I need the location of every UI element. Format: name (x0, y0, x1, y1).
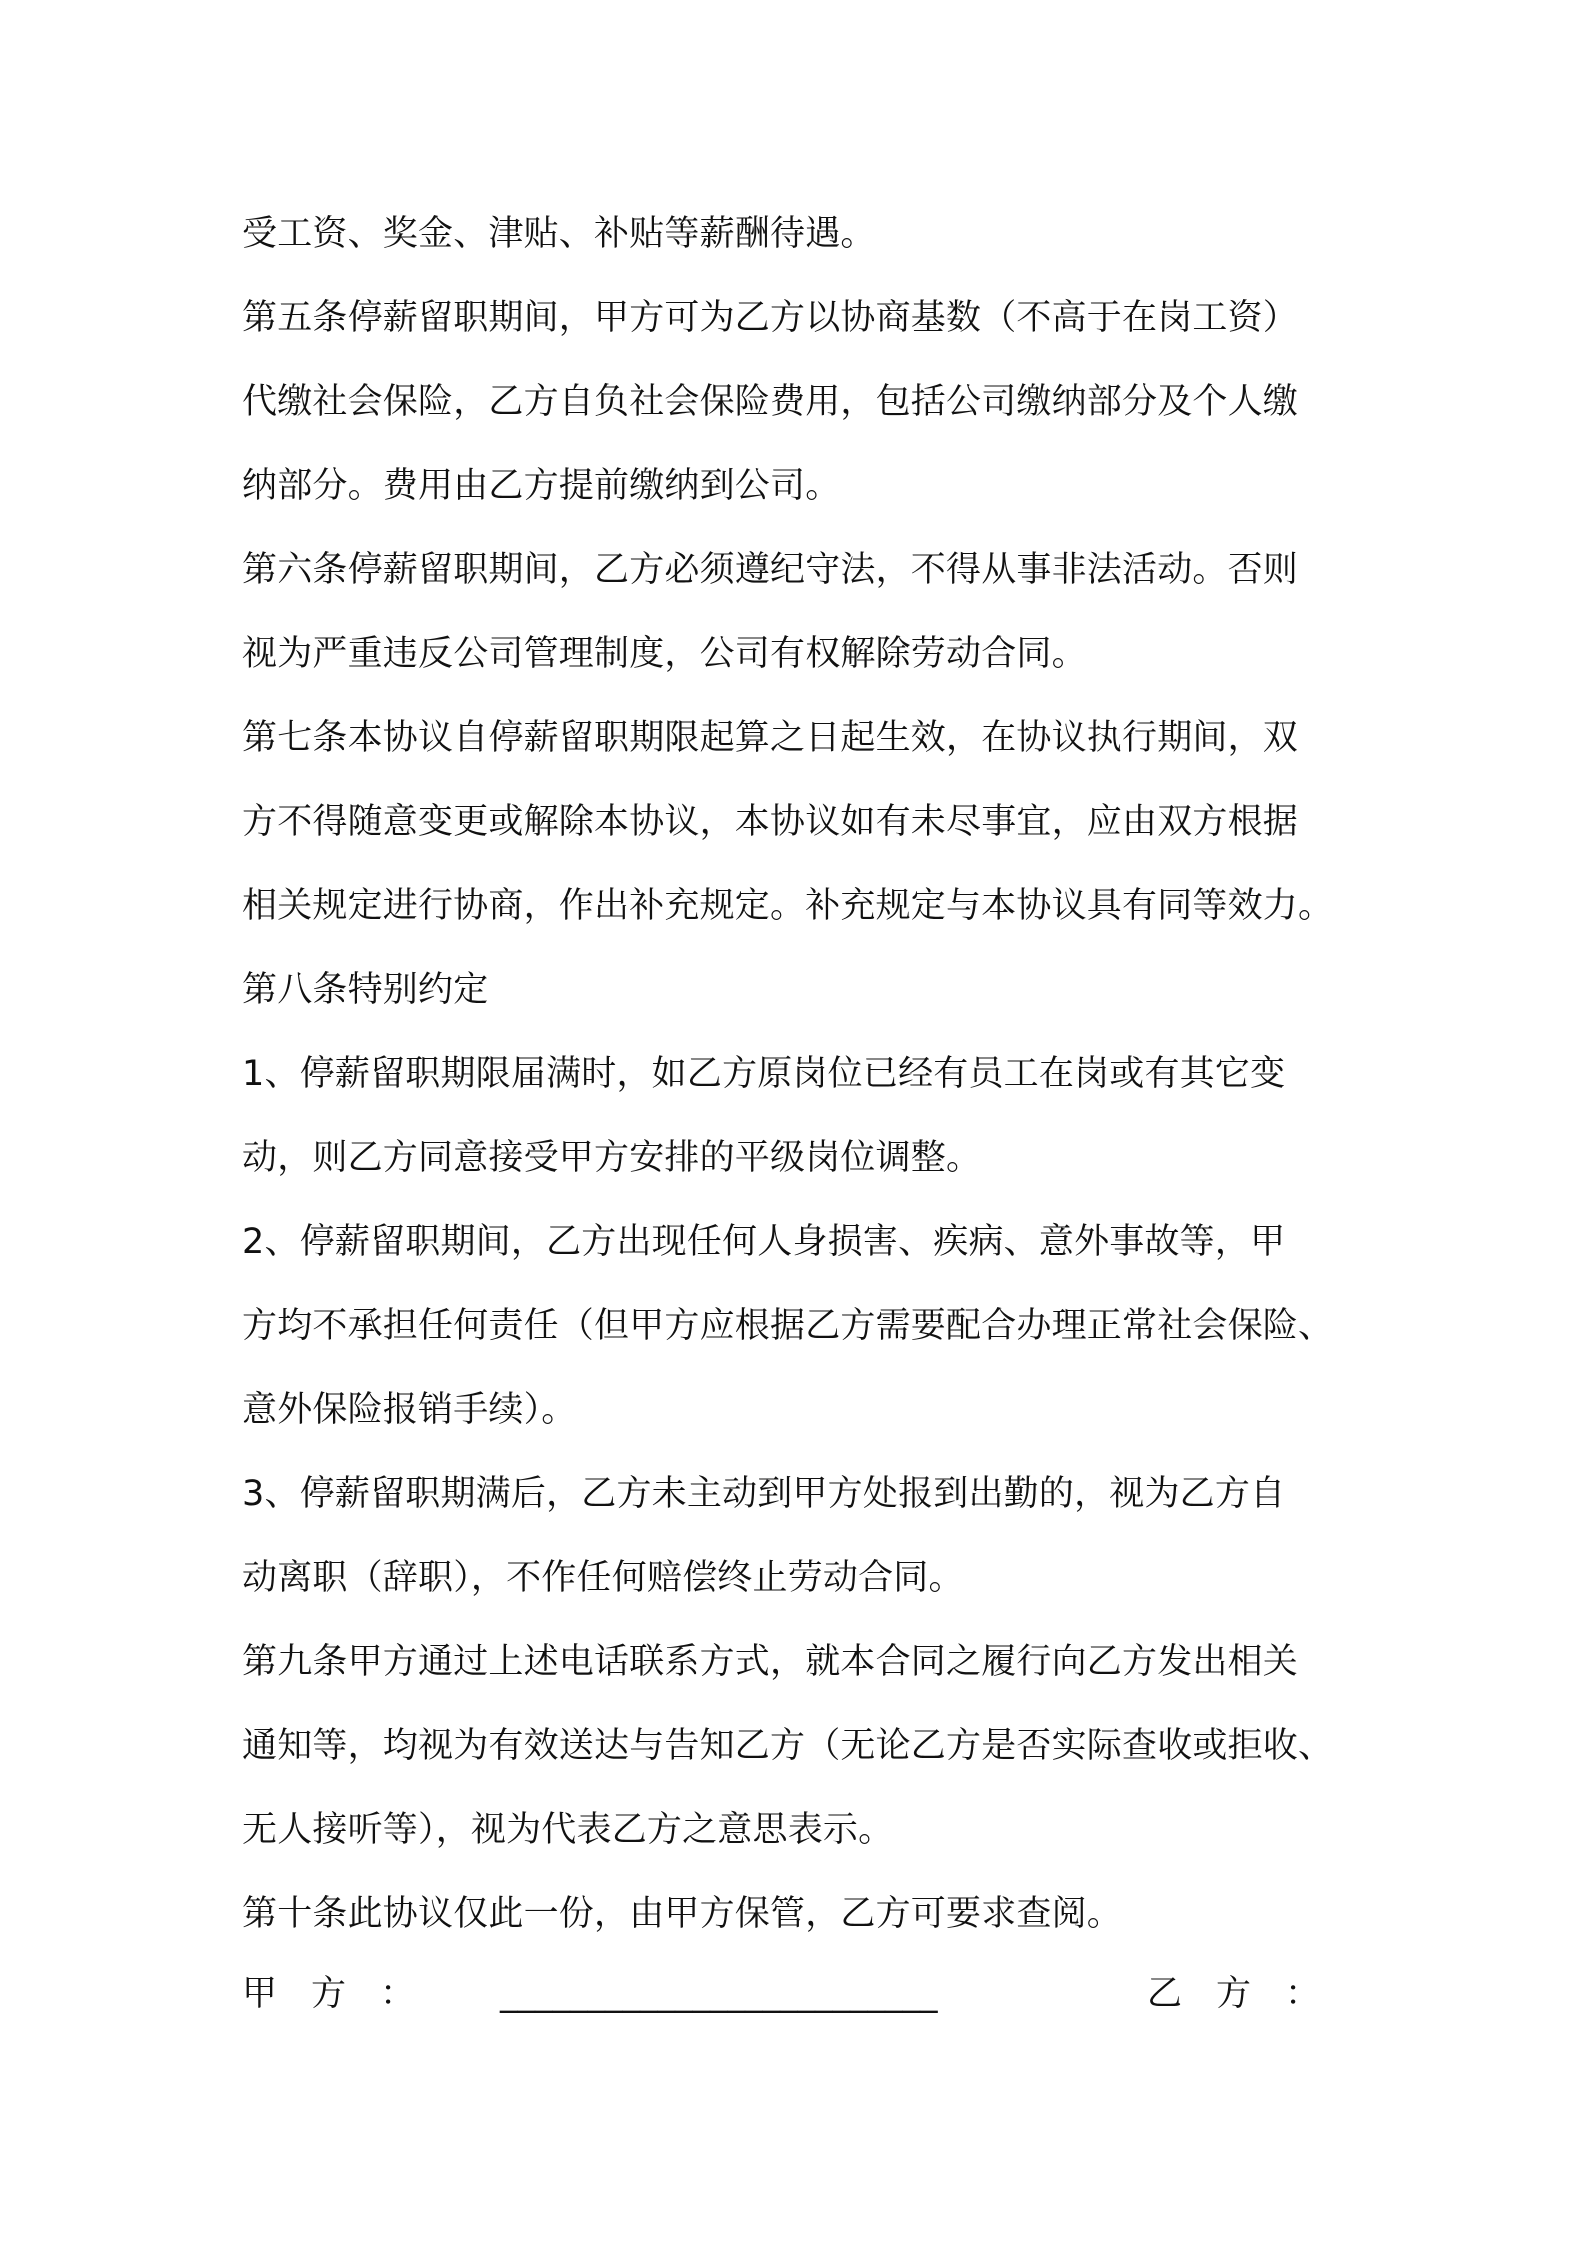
text-line: 3、停薪留职期满后，乙方未主动到甲方处报到出勤的，视为乙方自 (242, 1474, 1286, 1514)
text-line: 意外保险报销手续）。 (242, 1390, 577, 1430)
party-b-label: 乙方： (1147, 1974, 1355, 2014)
text-line: 受工资、奖金、津贴、补贴等薪酬待遇。 (242, 214, 876, 254)
text-line: 第七条本协议自停薪留职期限起算之日起生效，在协议执行期间，双 (242, 718, 1299, 758)
text-line: 动，则乙方同意接受甲方安排的平级岗位调整。 (242, 1138, 982, 1178)
text-line: 第九条甲方通过上述电话联系方式，就本合同之履行向乙方发出相关 (242, 1642, 1299, 1682)
text-line: 第十条此协议仅此一份，由甲方保管，乙方可要求查阅。 (242, 1894, 1123, 1934)
text-line: 2、停薪留职期间，乙方出现任何人身损害、疾病、意外事故等，甲 (242, 1222, 1286, 1262)
agreement-text (242, 192, 1367, 1956)
text-line: 第八条特别约定 (242, 970, 489, 1010)
text-line: 纳部分。费用由乙方提前缴纳到公司。 (242, 466, 841, 506)
text-line: 第五条停薪留职期间，甲方可为乙方以协商基数（不高于在岗工资） (242, 298, 1299, 338)
text-line: 通知等，均视为有效送达与告知乙方（无论乙方是否实际查收或拒收、 (242, 1726, 1334, 1766)
text-line: 无人接听等），视为代表乙方之意思表示。 (242, 1810, 894, 1850)
text-line: 方均不承担任何责任（但甲方应根据乙方需要配合办理正常社会保险、 (242, 1306, 1334, 1346)
party-a-label: 甲方： (242, 1974, 450, 2014)
text-line: 视为严重违反公司管理制度，公司有权解除劳动合同。 (242, 634, 1087, 674)
text-line: 动离职（辞职），不作任何赔偿终止劳动合同。 (242, 1558, 964, 1598)
text-line: 方不得随意变更或解除本协议，本协议如有未尽事宜，应由双方根据 (242, 802, 1299, 842)
text-line: 相关规定进行协商，作出补充规定。补充规定与本协议具有同等效力。 (242, 886, 1334, 926)
signature-row (242, 1952, 1355, 2036)
text-line: 1、停薪留职期限届满时，如乙方原岗位已经有员工在岗或有其它变 (242, 1054, 1286, 1094)
text-line: 第六条停薪留职期间，乙方必须遵纪守法，不得从事非法活动。否则 (242, 550, 1299, 590)
party-a-signature-blank: _________________________ (500, 1974, 938, 2014)
text-line: 代缴社会保险，乙方自负社会保险费用，包括公司缴纳部分及个人缴 (242, 382, 1299, 422)
